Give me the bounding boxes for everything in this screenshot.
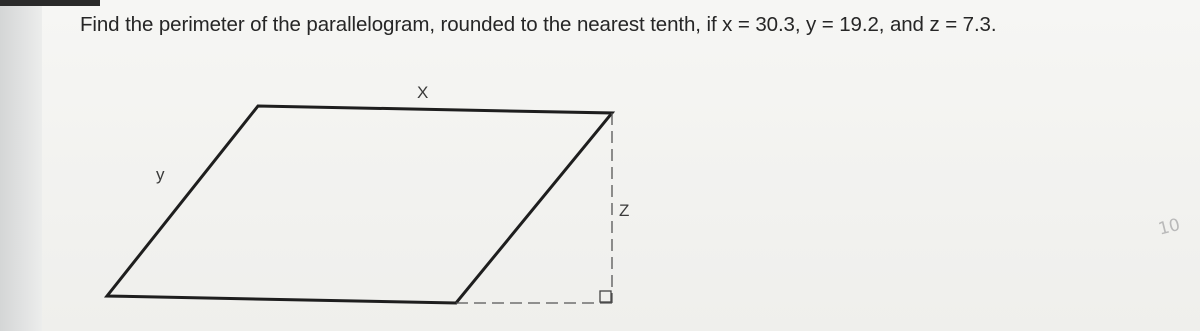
label-y: y [156, 165, 165, 184]
right-angle-marker [600, 291, 611, 302]
label-z: Z [619, 201, 630, 220]
pencil-mark: 10 [1156, 214, 1183, 240]
question-text: Find the perimeter of the parallelogram, rounded to the nearest tenth, if x = 30.3, y = 19.2, and z = 7.3. [80, 13, 997, 36]
label-x: X [417, 83, 429, 102]
parallelogram-shape [107, 106, 612, 303]
